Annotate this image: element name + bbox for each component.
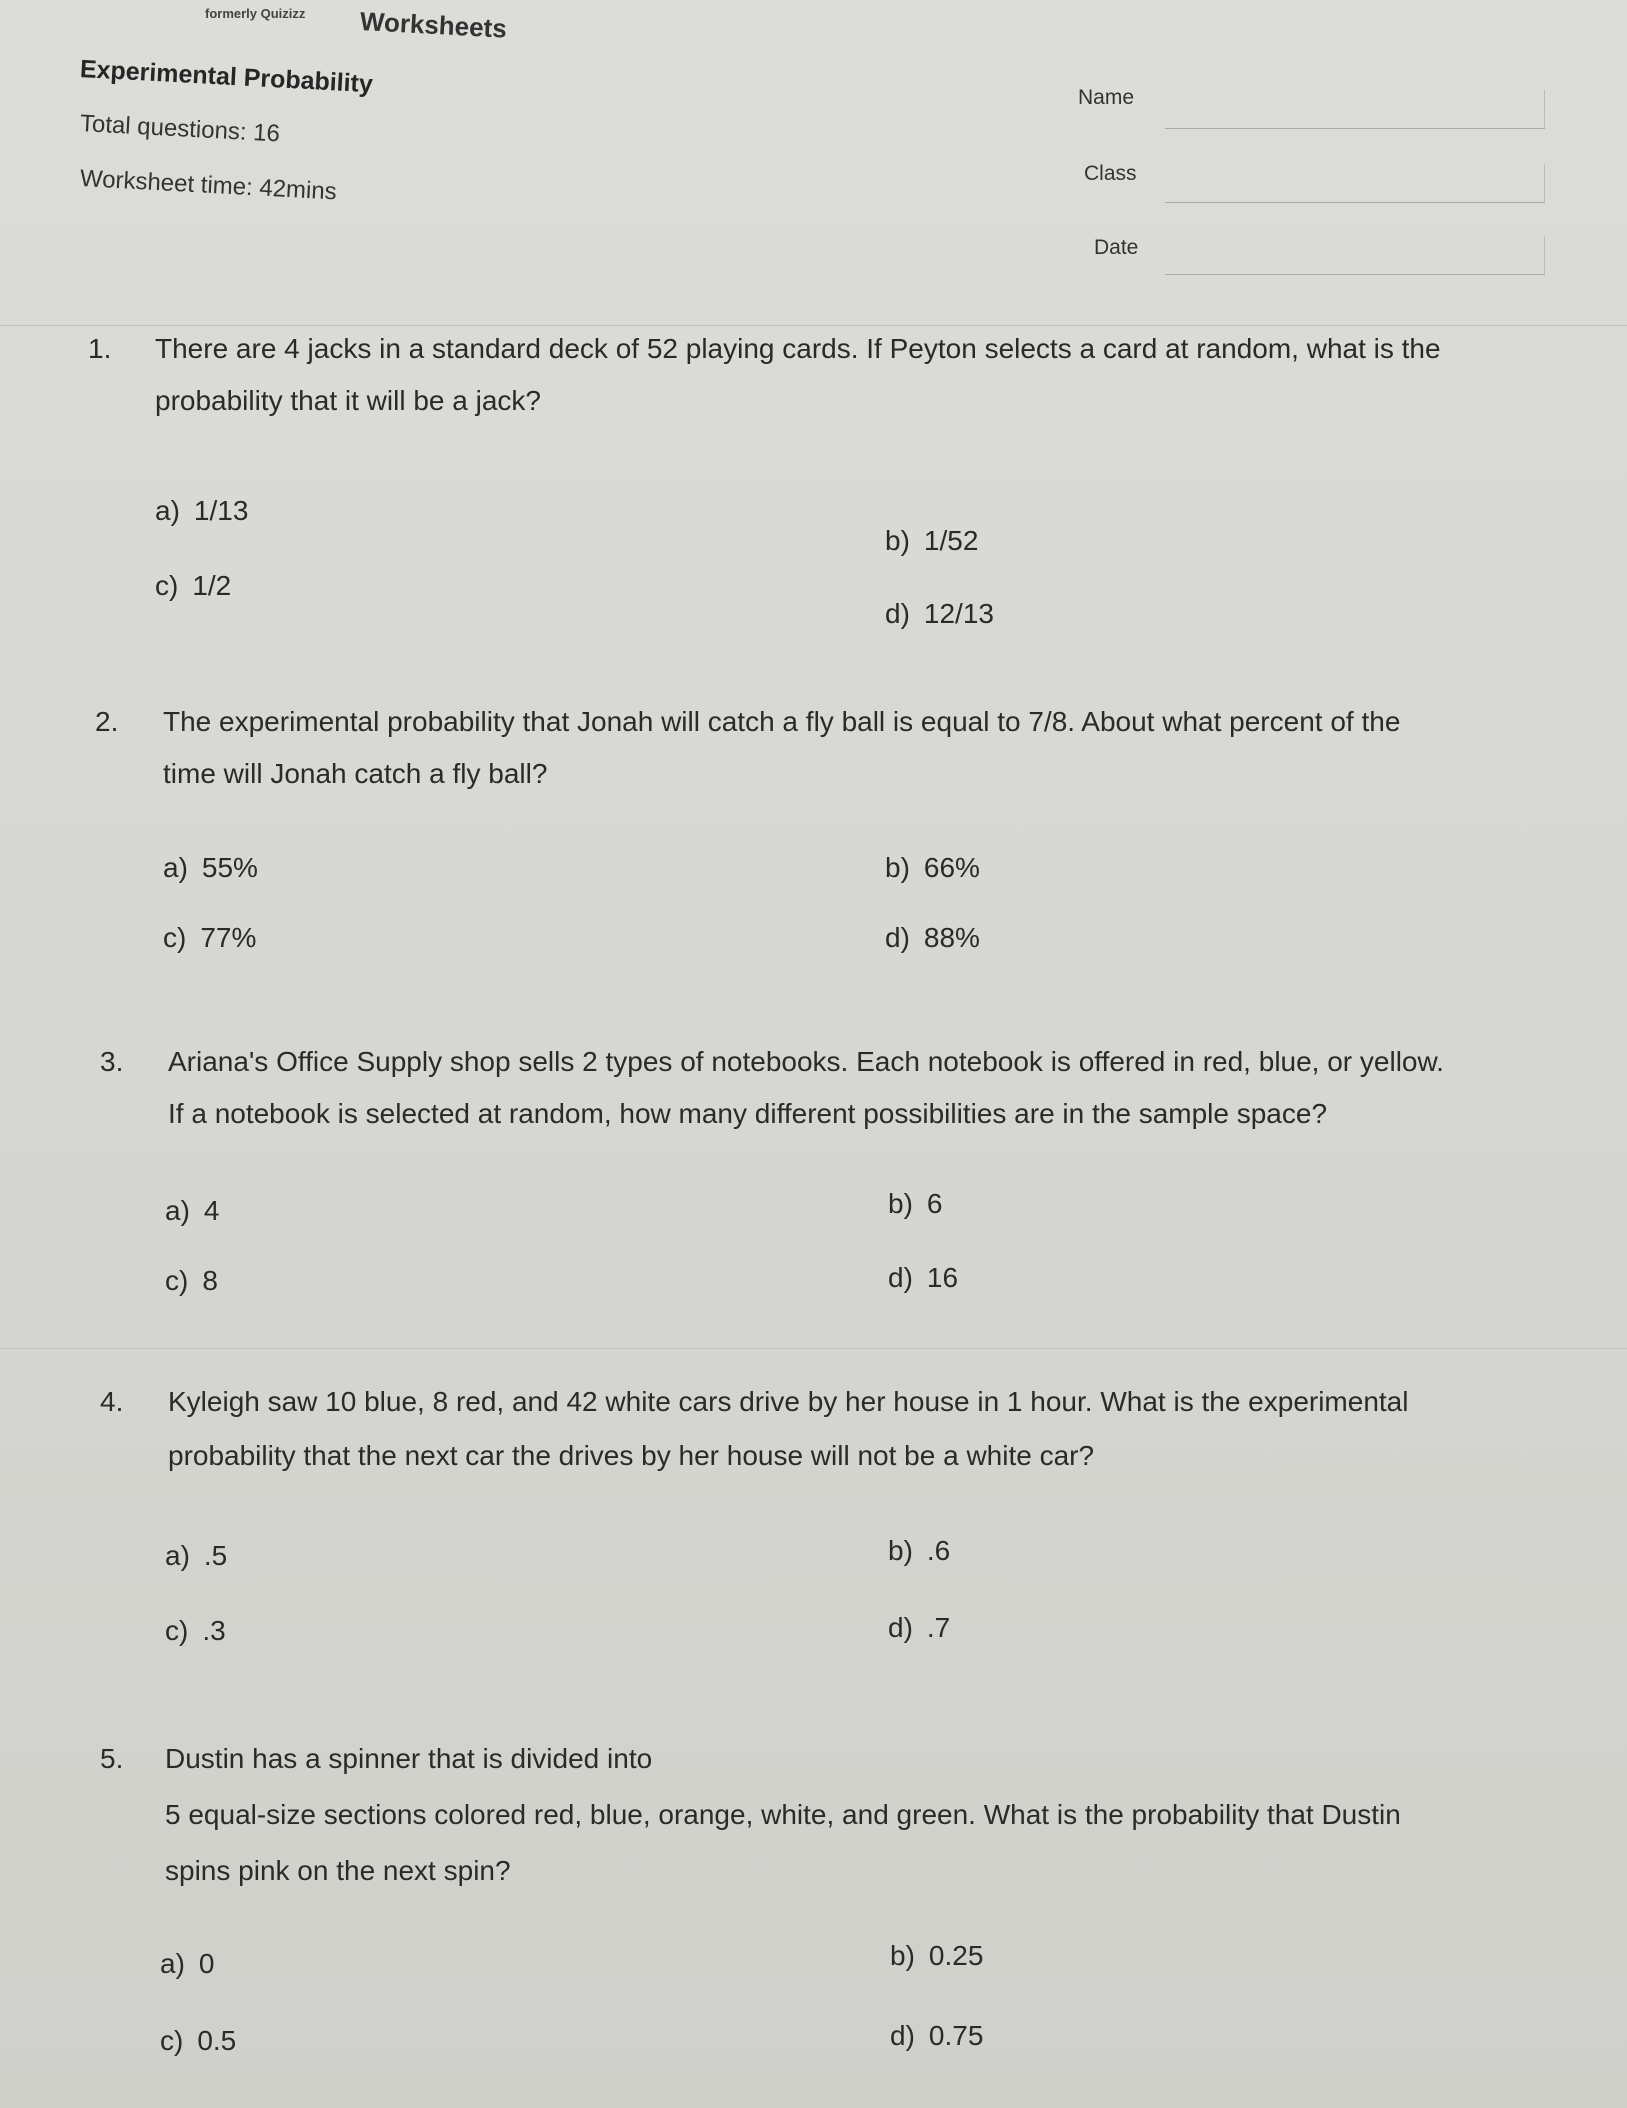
answer-option[interactable]	[890, 1940, 983, 1972]
divider	[0, 325, 1627, 326]
option-letter: d)	[888, 1612, 913, 1643]
option-letter: a)	[163, 852, 188, 883]
answer-option[interactable]	[165, 1265, 218, 1297]
answer-option[interactable]	[160, 1948, 214, 1980]
option-text: 1/52	[923, 525, 979, 556]
answer-option[interactable]	[163, 852, 258, 884]
answer-option[interactable]	[885, 598, 994, 630]
option-text: 1/13	[193, 495, 249, 526]
total-questions: Total questions: 16	[79, 110, 281, 148]
class-field[interactable]	[1165, 202, 1545, 203]
option-letter: b)	[888, 1535, 913, 1566]
option-letter: c)	[165, 1615, 189, 1646]
option-text: 12/13	[923, 598, 994, 629]
question-text: Ariana's Office Supply shop sells 2 types of notebooks. Each notebook is offered in red, blue, or yellow.	[168, 1046, 1444, 1077]
question-text: time will Jonah catch a fly ball?	[163, 758, 548, 789]
option-text: 0.5	[197, 2025, 237, 2056]
answer-option[interactable]	[165, 1540, 227, 1572]
question-number: 2.	[95, 706, 119, 737]
class-label: Class	[1084, 162, 1137, 185]
worksheet-time: Worksheet time: 42mins	[79, 165, 338, 206]
answer-option[interactable]	[165, 1195, 219, 1227]
option-text: 8	[202, 1265, 218, 1296]
option-text: 0	[198, 1948, 215, 1979]
product-name: Worksheets	[359, 6, 508, 44]
answer-option[interactable]	[885, 525, 978, 557]
option-text: 16	[926, 1262, 959, 1293]
answer-option[interactable]	[888, 1262, 958, 1294]
answer-option[interactable]	[888, 1612, 950, 1644]
name-field[interactable]	[1165, 128, 1545, 129]
date-field[interactable]	[1165, 274, 1545, 275]
question-text: probability that the next car the drives by her house will not be a white car?	[168, 1440, 1095, 1471]
answer-option[interactable]	[163, 922, 256, 954]
option-text: .3	[202, 1615, 226, 1646]
answer-option[interactable]	[890, 2020, 983, 2052]
option-letter: a)	[160, 1948, 185, 1979]
answer-option[interactable]	[888, 1535, 950, 1567]
option-letter: b)	[885, 525, 910, 556]
answer-option[interactable]	[888, 1188, 942, 1220]
option-text: .7	[926, 1612, 951, 1643]
question-number: 4.	[100, 1386, 124, 1417]
answer-option[interactable]	[160, 2025, 236, 2057]
option-letter: a)	[165, 1195, 190, 1226]
option-text: .5	[203, 1540, 228, 1571]
question-text: probability that it will be a jack?	[155, 385, 541, 416]
option-text: 55%	[201, 852, 258, 883]
divider	[0, 1348, 1627, 1349]
option-text: .6	[926, 1535, 951, 1566]
question-text: There are 4 jacks in a standard deck of 52 playing cards. If Peyton selects a card at random, what is the	[155, 333, 1441, 364]
option-letter: d)	[885, 922, 910, 953]
answer-option[interactable]	[885, 922, 980, 954]
option-letter: c)	[160, 2025, 184, 2056]
option-letter: c)	[165, 1265, 189, 1296]
option-letter: d)	[888, 1262, 913, 1293]
option-letter: d)	[890, 2020, 915, 2051]
option-letter: b)	[888, 1188, 913, 1219]
answer-option[interactable]	[165, 1615, 226, 1647]
question-text: 5 equal-size sections colored red, blue, orange, white, and green. What is the probability that Dustin	[165, 1799, 1401, 1830]
option-text: 0.25	[928, 1940, 984, 1971]
brand-logo: formerly Quizizz	[205, 6, 306, 21]
option-letter: a)	[165, 1540, 190, 1571]
option-letter: b)	[890, 1940, 915, 1971]
question-text: The experimental probability that Jonah will catch a fly ball is equal to 7/8. About what percent of the	[163, 706, 1401, 737]
option-letter: d)	[885, 598, 910, 629]
question-text: Dustin has a spinner that is divided into	[165, 1743, 653, 1774]
option-text: 88%	[923, 922, 980, 953]
option-text: 6	[926, 1188, 943, 1219]
option-text: 1/2	[192, 570, 232, 601]
answer-option[interactable]	[155, 570, 231, 602]
question-number: 3.	[100, 1046, 124, 1077]
question-number: 5.	[100, 1743, 124, 1774]
question-text: Kyleigh saw 10 blue, 8 red, and 42 white cars drive by her house in 1 hour. What is the experimental	[168, 1386, 1409, 1417]
option-text: 4	[203, 1195, 220, 1226]
question-text: spins pink on the next spin?	[165, 1855, 511, 1886]
option-letter: b)	[885, 852, 910, 883]
option-text: 66%	[923, 852, 980, 883]
option-letter: c)	[163, 922, 187, 953]
date-label: Date	[1094, 236, 1139, 259]
option-letter: a)	[155, 495, 180, 526]
answer-option[interactable]	[155, 495, 248, 527]
name-label: Name	[1078, 86, 1135, 109]
question-text: If a notebook is selected at random, how many different possibilities are in the sample space?	[168, 1098, 1328, 1129]
worksheet-title: Experimental Probability	[79, 55, 374, 99]
option-text: 77%	[200, 922, 257, 953]
option-letter: c)	[155, 570, 179, 601]
answer-option[interactable]	[885, 852, 980, 884]
option-text: 0.75	[928, 2020, 984, 2051]
question-number: 1.	[88, 333, 112, 364]
